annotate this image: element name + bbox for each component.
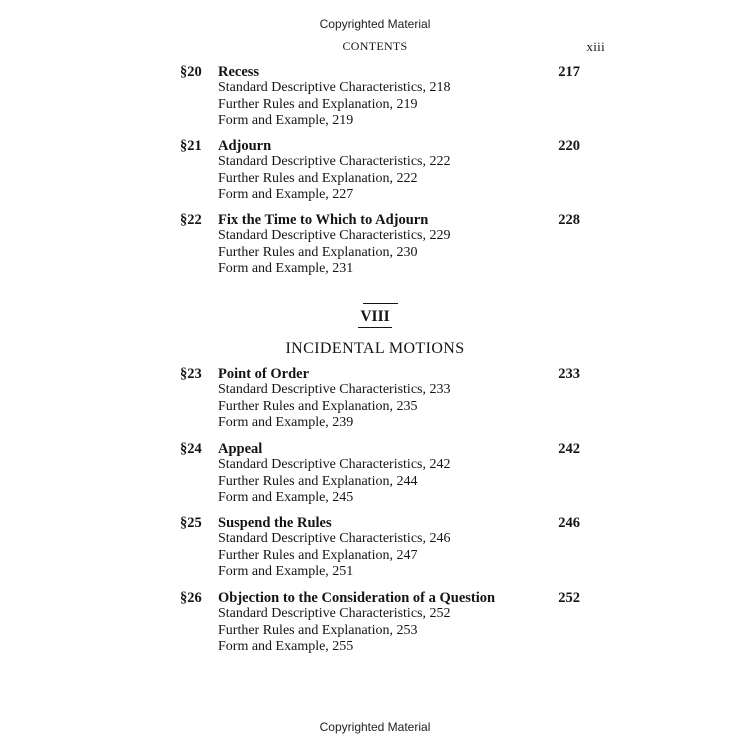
section-number: §25	[180, 515, 202, 531]
section-page: 242	[558, 441, 580, 457]
subsection-item: Standard Descriptive Characteristics, 222	[218, 154, 451, 170]
section-title: Suspend the Rules	[218, 515, 332, 531]
subsection-item: Form and Example, 255	[218, 638, 354, 654]
subsection-item: Standard Descriptive Characteristics, 252	[218, 606, 451, 622]
section-number: §26	[180, 590, 202, 606]
section-number: §24	[180, 441, 202, 457]
subsection-item: Further Rules and Explanation, 222	[218, 170, 418, 186]
running-head-title: CONTENTS	[342, 39, 408, 53]
section-page: 217	[558, 64, 580, 80]
section-page: 220	[558, 138, 580, 154]
subsection-item: Standard Descriptive Characteristics, 233	[218, 382, 451, 398]
section-number: §20	[180, 64, 202, 80]
section-page: 246	[558, 515, 580, 531]
subsection-item: Form and Example, 219	[218, 112, 354, 128]
watermark-top: Copyrighted Material	[319, 17, 431, 31]
section-title: Appeal	[218, 441, 263, 457]
subsection-list	[218, 457, 450, 506]
section-number: §22	[180, 212, 202, 228]
subsection-item: Further Rules and Explanation, 244	[218, 473, 418, 489]
subsection-list	[218, 382, 450, 431]
subsection-item: Form and Example, 239	[218, 414, 354, 430]
page-number: xiii	[586, 39, 605, 54]
subsection-item: Further Rules and Explanation, 219	[218, 96, 418, 112]
subsection-list	[218, 154, 450, 203]
subsection-item: Standard Descriptive Characteristics, 246	[218, 531, 451, 547]
subsection-item: Standard Descriptive Characteristics, 218	[218, 80, 451, 96]
subsection-item: Further Rules and Explanation, 230	[218, 244, 418, 260]
part-number	[0, 308, 750, 328]
subsection-item: Form and Example, 251	[218, 563, 354, 579]
part-rule	[363, 303, 398, 304]
part-title: INCIDENTAL MOTIONS	[285, 340, 465, 357]
section-title: Point of Order	[218, 366, 310, 382]
section-number: §23	[180, 366, 202, 382]
subsection-item: Form and Example, 227	[218, 186, 354, 202]
section-page: 252	[558, 590, 580, 606]
section-number: §21	[180, 138, 202, 154]
watermark-bottom: Copyrighted Material	[319, 720, 431, 734]
subsection-list	[218, 606, 450, 655]
subsection-list	[218, 228, 450, 277]
subsection-item: Further Rules and Explanation, 253	[218, 622, 418, 638]
section-page: 228	[558, 212, 580, 228]
part-number-text: VIII	[358, 308, 391, 328]
subsection-list	[218, 531, 450, 580]
subsection-item: Further Rules and Explanation, 247	[218, 547, 418, 563]
section-title: Fix the Time to Which to Adjourn	[218, 212, 429, 228]
section-title: Recess	[218, 64, 260, 80]
subsection-item: Standard Descriptive Characteristics, 229	[218, 228, 451, 244]
subsection-item: Further Rules and Explanation, 235	[218, 398, 418, 414]
section-page: 233	[558, 366, 580, 382]
running-head	[0, 39, 750, 55]
section-title: Objection to the Consideration of a Question	[218, 590, 496, 606]
subsection-item: Standard Descriptive Characteristics, 242	[218, 457, 451, 473]
subsection-item: Form and Example, 231	[218, 260, 354, 276]
section-title: Adjourn	[218, 138, 272, 154]
subsection-list	[218, 80, 450, 129]
subsection-item: Form and Example, 245	[218, 489, 354, 505]
